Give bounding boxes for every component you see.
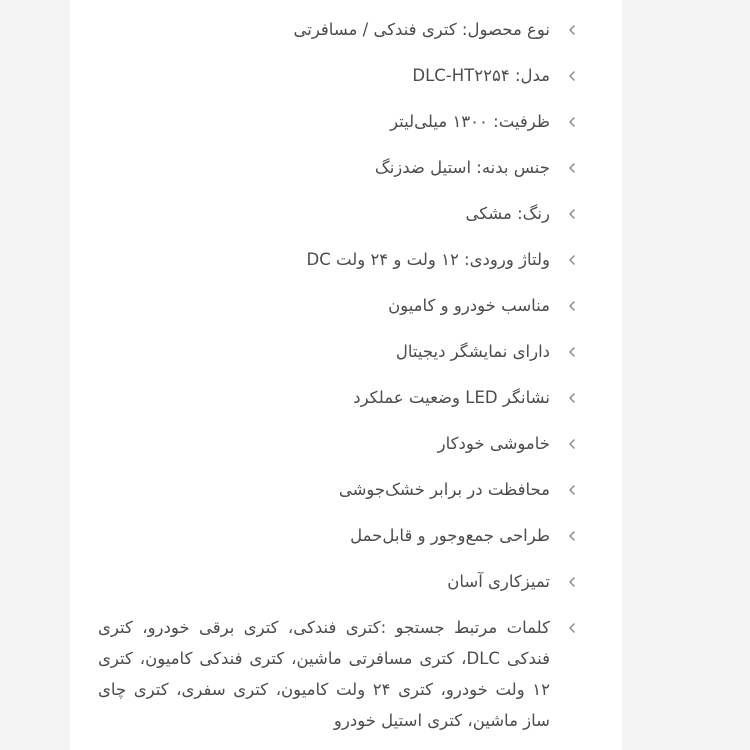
chevron-left-icon <box>566 21 578 39</box>
chevron-left-icon <box>566 343 578 361</box>
spec-item-product-type <box>70 14 622 60</box>
chevron-left-icon <box>566 481 578 499</box>
spec-text: تمیزکاری آسان <box>447 572 550 591</box>
spec-item-related-keywords <box>70 612 622 736</box>
spec-text: خاموشی خودکار <box>437 434 550 453</box>
product-specs-panel <box>70 0 622 750</box>
spec-text: مناسب خودرو و کامیون <box>388 296 550 315</box>
spec-text: دارای نمایشگر دیجیتال <box>395 342 550 361</box>
spec-text: کلمات مرتبط جستجو :کتری فندکی، کتری برقی خودرو، کتری فندکی DLC، کتری مسافرتی ماشین، کتری فندکی کامیون، کتری ۱۲ ولت خودرو، کتری ۲۴ ولت کامیون، کتری سفری، کتری چای ساز ماشین، کتری استیل خودرو <box>98 618 550 730</box>
spec-item-capacity <box>70 106 622 152</box>
chevron-left-icon <box>566 435 578 453</box>
spec-text: نشانگر LED وضعیت عملکرد <box>353 388 550 407</box>
chevron-left-icon <box>566 159 578 177</box>
chevron-left-icon <box>566 67 578 85</box>
spec-text: مدل: DLC-HT۲۲۵۴ <box>412 66 550 85</box>
spec-item-model <box>70 60 622 106</box>
spec-item-color <box>70 198 622 244</box>
spec-item-dry-boil-protection <box>70 474 622 520</box>
spec-list <box>70 14 622 736</box>
chevron-left-icon <box>566 297 578 315</box>
spec-text: محافظت در برابر خشک‌جوشی <box>338 480 550 499</box>
spec-text: طراحی جمع‌وجور و قابل‌حمل <box>350 526 550 545</box>
spec-item-easy-cleaning <box>70 566 622 612</box>
spec-item-voltage <box>70 244 622 290</box>
chevron-left-icon <box>566 113 578 131</box>
chevron-left-icon <box>566 619 578 637</box>
spec-text: جنس بدنه: استیل ضدزنگ <box>374 158 550 177</box>
spec-item-display <box>70 336 622 382</box>
chevron-left-icon <box>566 389 578 407</box>
spec-text: رنگ: مشکی <box>465 204 550 223</box>
spec-item-body-material <box>70 152 622 198</box>
chevron-left-icon <box>566 573 578 591</box>
spec-item-auto-off <box>70 428 622 474</box>
chevron-left-icon <box>566 205 578 223</box>
spec-item-led-indicator <box>70 382 622 428</box>
chevron-left-icon <box>566 251 578 269</box>
spec-text: ولتاژ ورودی: ۱۲ ولت و ۲۴ ولت DC <box>306 250 550 269</box>
spec-text: نوع محصول: کتری فندکی / مسافرتی <box>293 20 550 39</box>
spec-item-suitability <box>70 290 622 336</box>
spec-text: ظرفیت: ۱۳۰۰ میلی‌لیتر <box>390 112 550 131</box>
spec-item-portable-design <box>70 520 622 566</box>
chevron-left-icon <box>566 527 578 545</box>
